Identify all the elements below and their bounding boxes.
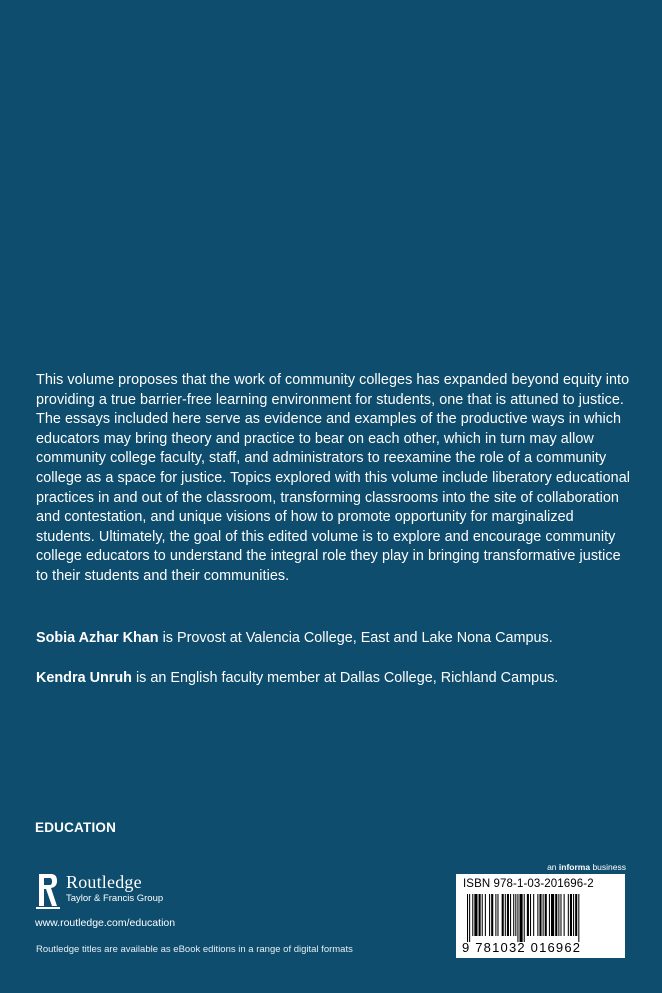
informa-brand: informa [558,862,591,872]
barcode-bar [549,894,550,936]
isbn-label: ISBN 978-1-03-201696-2 [463,878,594,890]
back-cover-blurb: This volume proposes that the work of community colleges has expanded beyond equity into providing a true barrier-free learning environment for students, one that is attuned to justice. The essays included here serve as evidence and examples of the productive ways in which educators may bring theory and practice to bear on each other, which in turn may allow community college faculty, staff, and administrators to reexamine the role of a community college as a space for justice. Topics explored with this volume include liberatory educational practices in and out of the classroom, transforming classrooms into the site of collaboration and contestation, and unique visions of how to promote opportunity for marginalized students. Ultimately, the goal of this edited volume is to explore and encourage community college educators to understand the integral role they play in bringing transformative justice to their students and their communities. [36,372,631,584]
author-bio-text-1: is Provost at Valencia College, East and Lake Nona Campus. [158,630,553,646]
publisher-name: Routledge [66,872,142,892]
barcode-bar [568,894,569,936]
barcode-bar [491,894,493,936]
barcode-bar [510,894,511,936]
subject-category: EDUCATION [35,820,117,835]
barcode-bar [575,894,577,936]
barcode-bar [545,894,547,936]
barcode-bar [482,894,483,936]
barcode-bar [489,894,490,936]
barcode-bar [485,894,486,936]
barcode-bar [472,894,473,936]
barcode-bar [497,894,498,936]
routledge-logo-icon [36,872,60,910]
barcode-bar [530,894,531,936]
informa-suffix: business [590,862,626,872]
barcode-bar [517,894,518,942]
barcode-bar [520,894,523,942]
barcode-bar [513,894,514,936]
barcode-icon [461,894,621,942]
barcode-bar [555,894,557,936]
barcode-bar [578,894,579,942]
informa-business-label [547,862,626,872]
barcode-bar [495,894,496,936]
barcode-bar [524,894,525,942]
author-bio-2 [36,669,646,688]
barcode-bar [502,894,504,936]
barcode-bar [474,894,477,936]
author-bio-1 [36,629,646,648]
barcode-bar [560,894,561,936]
author-name-1: Sobia Azhar Khan [36,630,159,646]
isbn-barcode-box [456,874,625,958]
barcode-bar [564,894,565,936]
barcode-digits: 9 781032 016962 [462,940,582,955]
author-name-2: Kendra Unruh [36,670,132,686]
barcode-bar [570,894,572,936]
publisher-group: Taylor & Francis Group [66,893,164,904]
barcode-bar [507,894,509,936]
barcode-bar [573,894,574,936]
barcode-bar [543,894,544,936]
barcode-bar [527,894,529,936]
barcode-bar [558,894,559,936]
barcode-bar [479,894,481,936]
barcode-bar [469,894,470,942]
barcode-bar [539,894,541,936]
ebook-note: Routledge titles are available as eBook editions in a range of digital formats [36,944,353,955]
barcode-bar [533,894,534,936]
publisher-url[interactable]: www.routledge.com/education [35,917,176,929]
barcode-bar [467,894,468,942]
barcode-bar [515,894,516,936]
barcode-bar [505,894,506,936]
author-bio-text-2: is an English faculty member at Dallas College, Richland Campus. [131,670,559,686]
informa-prefix: an [547,862,559,872]
barcode-bar [551,894,554,936]
barcode-bar [537,894,538,936]
publisher-logo [36,872,163,910]
